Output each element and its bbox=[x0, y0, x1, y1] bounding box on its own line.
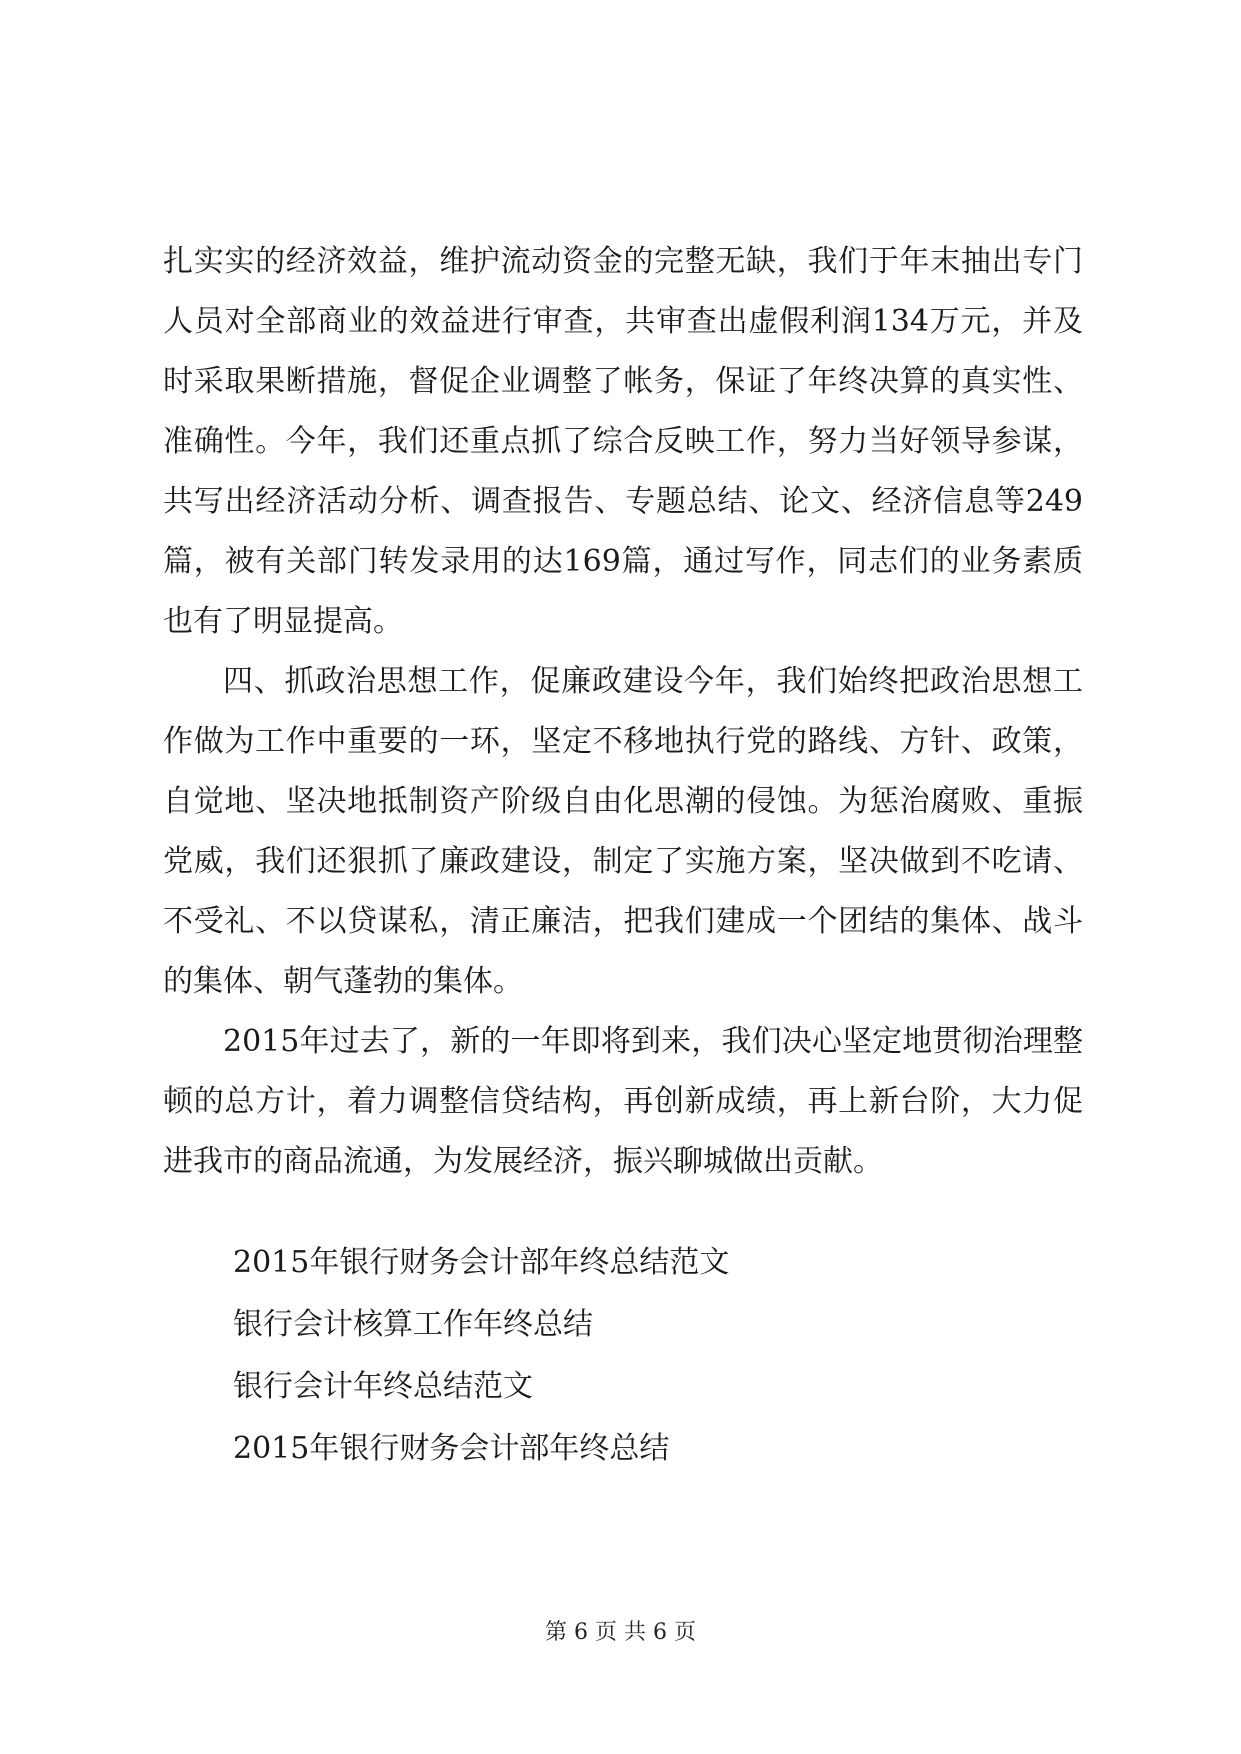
document-body bbox=[163, 232, 1083, 1192]
related-titles-list bbox=[233, 1232, 1083, 1480]
related-title-4: 2015年银行财务会计部年终总结 bbox=[233, 1431, 670, 1466]
related-title-3: 银行会计年终总结范文 bbox=[233, 1369, 533, 1404]
paragraph-1: 扎实实的经济效益，维护流动资金的完整无缺，我们于年末抽出专门人员对全部商业的效益进行审查，共审查出虚假利润134万元，并及时采取果断措施，督促企业调整了帐务，保证了年终决算的真实性、准确性。今年，我们还重点抓了综合反映工作，努力当好领导参谋，共写出经济活动分析、调查报告、专题总结、论文、经济信息等249篇，被有关部门转发录用的达169篇，通过写作，同志们的业务素质也有了明显提高。 bbox=[163, 244, 1083, 639]
related-title-2: 银行会计核算工作年终总结 bbox=[233, 1307, 593, 1342]
page-number-footer: 第 6 页 共 6 页 bbox=[545, 1620, 696, 1645]
related-title-1: 2015年银行财务会计部年终总结范文 bbox=[233, 1245, 730, 1280]
paragraph-2: 四、抓政治思想工作，促廉政建设今年，我们始终把政治思想工作做为工作中重要的一环，坚定不移地执行党的路线、方针、政策，自觉地、坚决地抵制资产阶级自由化思潮的侵蚀。为惩治腐败、重振党威，我们还狠抓了廉政建设，制定了实施方案，坚决做到不吃请、不受礼、不以贷谋私，清正廉洁，把我们建成一个团结的集体、战斗的集体、朝气蓬勃的集体。 bbox=[163, 664, 1083, 999]
paragraph-3: 2015年过去了，新的一年即将到来，我们决心坚定地贯彻治理整顿的总方计，着力调整信贷结构，再创新成绩，再上新台阶，大力促进我市的商品流通，为发展经济，振兴聊城做出贡献。 bbox=[163, 1024, 1083, 1179]
